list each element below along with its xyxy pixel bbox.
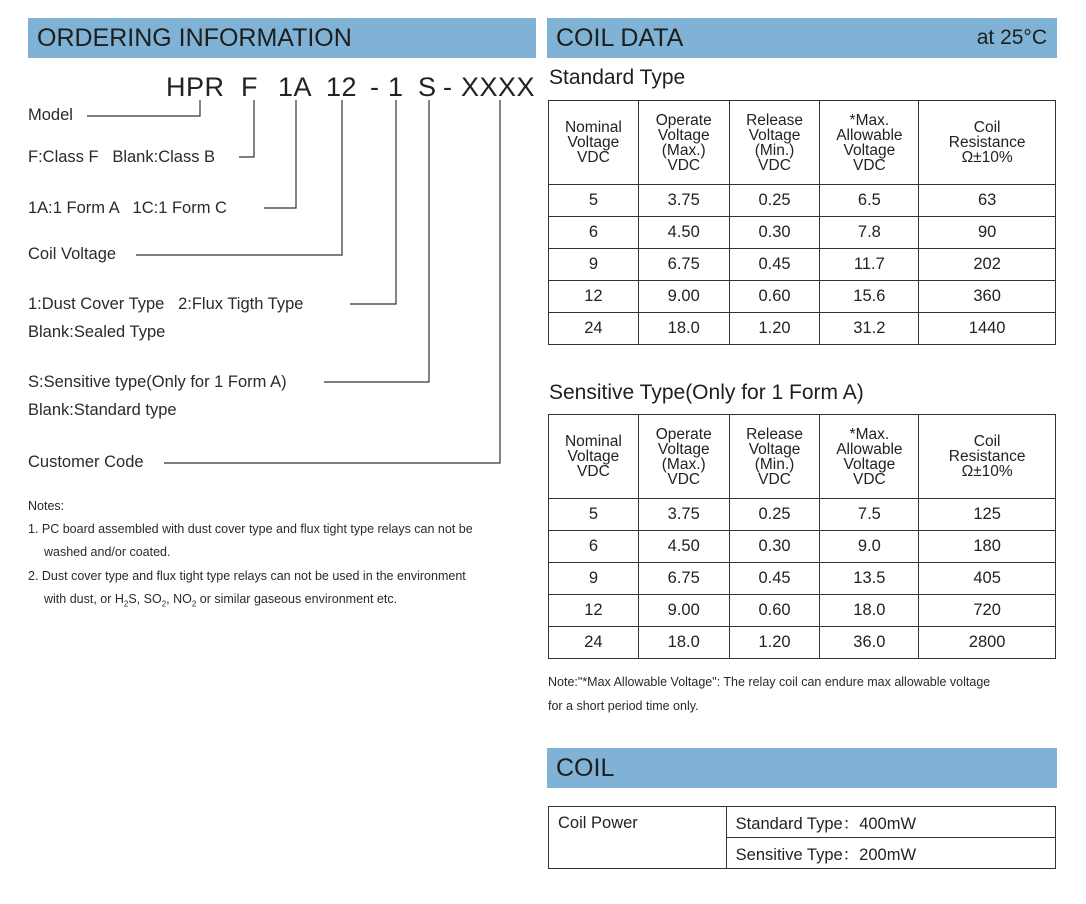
column-header-line: Voltage	[567, 134, 620, 151]
column-header-line: Resistance	[948, 448, 1026, 465]
table-cell: 6.75	[638, 563, 729, 595]
table-cell: 18.0	[820, 595, 919, 627]
column-header-line: VDC	[853, 156, 886, 174]
label-class: F:Class F Blank:Class B	[28, 148, 216, 166]
coil-power-label: Coil Power	[549, 807, 727, 869]
code-class: F	[241, 72, 258, 102]
code-dash-2: -	[443, 72, 453, 102]
code-dash-1: -	[370, 72, 380, 102]
note-1-line-1: 1. PC board assembled with dust cover type and flux tight type relays can not be	[28, 522, 473, 536]
sensitive-type-title: Sensitive Type(Only for 1 Form A)	[549, 381, 864, 404]
table-cell: 9.0	[820, 531, 919, 563]
column-header-line: Operate	[655, 425, 712, 443]
table-cell: 4.50	[638, 217, 729, 249]
table-cell: 6.5	[820, 185, 919, 217]
table-row	[549, 499, 1056, 531]
table-cell: 0.30	[729, 217, 820, 249]
coil-data-header	[547, 18, 1057, 58]
table-row	[549, 313, 1056, 345]
table-row	[549, 249, 1056, 281]
table-cell: 0.60	[729, 281, 820, 313]
column-header-line: (Min.)	[754, 141, 795, 159]
column-header-line: Voltage	[567, 448, 620, 465]
notes-heading: Notes:	[28, 499, 65, 513]
column-header-line: Operate	[655, 111, 712, 129]
table-cell: 36.0	[820, 627, 919, 659]
column-header-line: Ω±10%	[961, 463, 1013, 480]
table-cell: 0.30	[729, 531, 820, 563]
table-cell: 2800	[919, 627, 1056, 659]
column-header	[919, 101, 1056, 185]
table-cell: 0.45	[729, 249, 820, 281]
table-cell: 5	[549, 185, 639, 217]
table-row	[549, 627, 1056, 659]
coil-data-title: COIL DATA	[556, 24, 684, 52]
table-cell: 12	[549, 595, 639, 627]
code-form: 1A	[278, 72, 313, 102]
column-header	[729, 101, 820, 185]
column-header-line: *Max.	[849, 111, 890, 129]
column-header-line: Resistance	[948, 134, 1026, 151]
column-header-line: Allowable	[836, 440, 903, 458]
column-header-line: VDC	[853, 470, 886, 488]
column-header-line: Nominal	[564, 119, 622, 136]
table-cell: 18.0	[638, 627, 729, 659]
column-header-line: VDC	[577, 463, 610, 480]
column-header-line: Voltage	[657, 126, 710, 144]
column-header-line: Voltage	[657, 440, 710, 458]
table-cell: 18.0	[638, 313, 729, 345]
column-header	[919, 415, 1056, 499]
label-cover: 1:Dust Cover Type 2:Flux Tigth Type	[28, 295, 304, 313]
table-cell: 15.6	[820, 281, 919, 313]
coil-data-temperature: at 25°C	[976, 26, 1047, 49]
column-header-line: Release	[746, 425, 803, 443]
column-header-line: VDC	[667, 470, 701, 488]
table-cell: 24	[549, 627, 639, 659]
table-cell: 3.75	[638, 185, 729, 217]
column-header-line: Voltage	[748, 126, 801, 144]
ordering-title: ORDERING INFORMATION	[37, 24, 352, 52]
sensitive-coil-table	[548, 414, 1056, 659]
code-cover: 1	[388, 72, 404, 102]
coil-title: COIL	[556, 754, 615, 782]
table-row	[549, 595, 1056, 627]
table-cell: 63	[919, 185, 1056, 217]
table-cell: 9.00	[638, 595, 729, 627]
table-cell: 24	[549, 313, 639, 345]
table-cell: 360	[919, 281, 1056, 313]
column-header	[820, 101, 919, 185]
column-header	[729, 415, 820, 499]
table-cell: 5	[549, 499, 639, 531]
label-sensitive: S:Sensitive type(Only for 1 Form A)	[28, 373, 287, 391]
note-1-line-2: washed and/or coated.	[44, 545, 171, 559]
column-header	[549, 101, 639, 185]
column-header-line: Voltage	[843, 141, 896, 159]
table-cell: 9	[549, 563, 639, 595]
column-header-line: Nominal	[564, 433, 622, 450]
table-cell: 180	[919, 531, 1056, 563]
table-cell: 6.75	[638, 249, 729, 281]
standard-coil-table	[548, 100, 1056, 345]
table-cell: 405	[919, 563, 1056, 595]
table-cell: 4.50	[638, 531, 729, 563]
table-cell: 1440	[919, 313, 1056, 345]
table-cell: 0.45	[729, 563, 820, 595]
column-header-line: Voltage	[748, 440, 801, 458]
column-header	[638, 415, 729, 499]
table-row	[549, 281, 1056, 313]
code-sensitive: S	[418, 72, 437, 102]
table-cell: 31.2	[820, 313, 919, 345]
table-cell: 1.20	[729, 313, 820, 345]
column-header-line: Allowable	[836, 126, 903, 144]
column-header-line: VDC	[577, 149, 610, 166]
table-cell: 3.75	[638, 499, 729, 531]
table-cell: 0.60	[729, 595, 820, 627]
column-header-line: (Max.)	[661, 141, 706, 159]
column-header	[820, 415, 919, 499]
coil-power-sensitive: Sensitive Type：200mW	[726, 838, 1055, 869]
coil-power-standard: Standard Type：400mW	[726, 807, 1055, 838]
table-row	[549, 185, 1056, 217]
table-cell: 13.5	[820, 563, 919, 595]
label-coil-voltage: Coil Voltage	[28, 245, 117, 263]
table-cell: 0.25	[729, 185, 820, 217]
table-cell: 11.7	[820, 249, 919, 281]
label-cover-blank: Blank:Sealed Type	[28, 323, 166, 341]
table-row	[549, 563, 1056, 595]
code-voltage: 12	[326, 72, 358, 102]
column-header-line: (Min.)	[754, 455, 795, 473]
column-header-line: Release	[746, 111, 803, 129]
table-cell: 9.00	[638, 281, 729, 313]
coil-data-note-line-1: Note:"*Max Allowable Voltage": The relay coil can endure max allowable voltage	[548, 675, 991, 689]
table-cell: 6	[549, 531, 639, 563]
column-header-line: (Max.)	[661, 455, 706, 473]
column-header-line: VDC	[667, 156, 701, 174]
column-header-line: Coil	[973, 433, 1001, 450]
table-row	[549, 531, 1056, 563]
table-row	[549, 217, 1056, 249]
column-header	[549, 415, 639, 499]
coil-header	[547, 748, 1057, 788]
table-cell: 9	[549, 249, 639, 281]
table-cell: 90	[919, 217, 1056, 249]
table-cell: 7.5	[820, 499, 919, 531]
table-cell: 125	[919, 499, 1056, 531]
column-header-line: Coil	[973, 119, 1001, 136]
table-cell: 0.25	[729, 499, 820, 531]
code-model: HPR	[166, 72, 225, 102]
standard-type-title: Standard Type	[549, 66, 686, 89]
coil-data-note-line-2: for a short period time only.	[548, 699, 699, 713]
table-cell: 7.8	[820, 217, 919, 249]
table-cell: 202	[919, 249, 1056, 281]
column-header-line: VDC	[758, 470, 791, 488]
column-header	[638, 101, 729, 185]
code-customer: XXXX	[461, 72, 536, 102]
column-header-line: Voltage	[843, 455, 896, 473]
table-cell: 6	[549, 217, 639, 249]
table-cell: 1.20	[729, 627, 820, 659]
column-header-line: *Max.	[849, 425, 890, 443]
label-model: Model	[28, 106, 73, 124]
column-header-line: VDC	[758, 156, 791, 174]
note-2-line-1: 2. Dust cover type and flux tight type relays can not be used in the environment	[28, 569, 466, 583]
column-header-line: Ω±10%	[961, 149, 1013, 166]
label-customer-code: Customer Code	[28, 453, 144, 471]
table-cell: 12	[549, 281, 639, 313]
label-sensitive-blank: Blank:Standard type	[28, 401, 177, 419]
label-form: 1A:1 Form A 1C:1 Form C	[28, 199, 227, 217]
coil-power-table	[548, 806, 1056, 869]
table-cell: 720	[919, 595, 1056, 627]
note-2-line-2: with dust, or $H_2S$, $SO_2$, $NO_2$ or similar gaseous environment etc.	[44, 592, 398, 609]
